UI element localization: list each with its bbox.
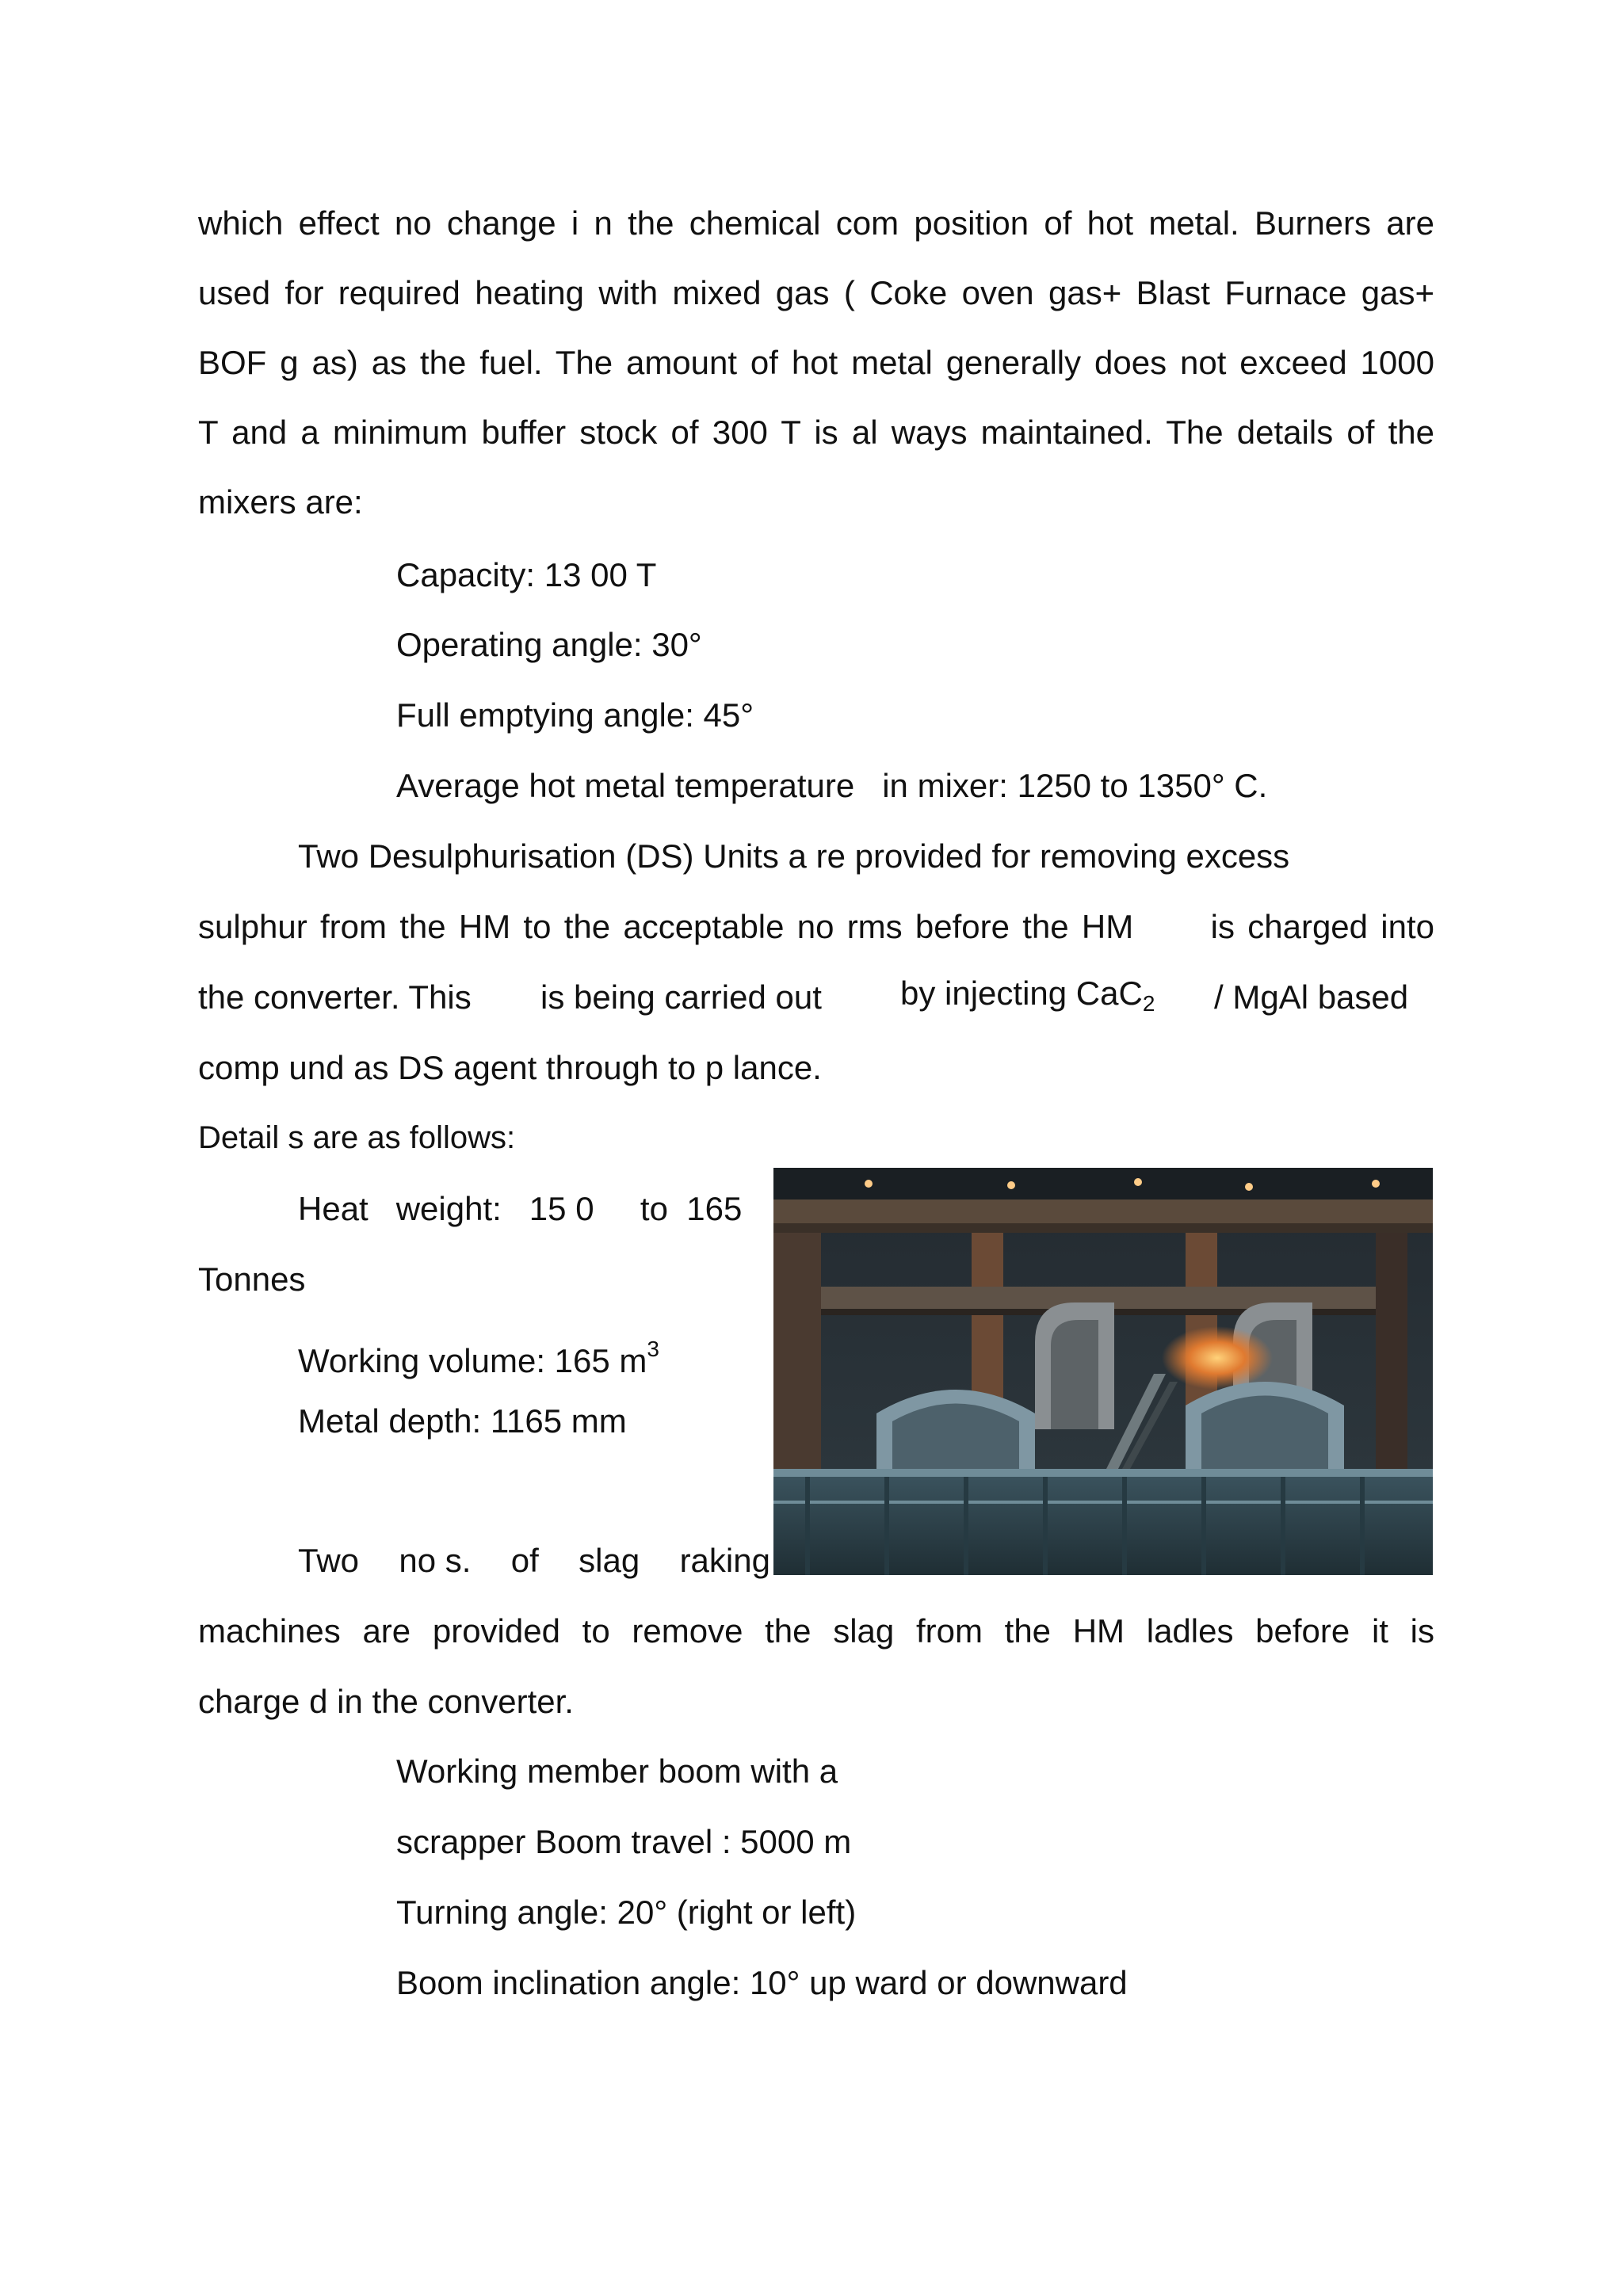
- ds-detail-working-volume: [298, 1337, 659, 1386]
- word: raking: [679, 1542, 770, 1579]
- raking-detail: Boom inclination angle: 10° up ward or downward: [396, 1964, 1128, 2001]
- word: Two: [298, 1542, 360, 1579]
- plant-photo: [773, 1168, 1433, 1575]
- raking-detail: scrapper Boom travel : 5000 m: [396, 1823, 852, 1860]
- paragraph-line: Two Desulphurisation (DS) Units a re provided for removing excess: [298, 837, 1290, 875]
- raking-detail: Working member boom with a: [396, 1753, 838, 1790]
- cac-formula: by injecting CaC: [900, 974, 1143, 1012]
- paragraph-line: which effect no change i n the chemical com position of hot metal. Burners are: [198, 204, 1434, 242]
- paragraph-line: T and a minimum buffer stock of 300 T is al ways maintained. The details of the: [198, 414, 1434, 451]
- mixer-detail-operating-angle: Operating angle: 30°: [396, 626, 702, 663]
- paragraph-fragment: [900, 973, 1155, 1018]
- details-heading: Detail s are as follows:: [198, 1120, 516, 1155]
- mixer-detail-temperature: Average hot metal temperature in mixer: 1250 to 1350° C.: [396, 767, 1268, 804]
- paragraph-line: machines are provided to remove the slag from the HM ladles before it is: [198, 1612, 1434, 1650]
- paragraph-line: comp und as DS agent through to p lance.: [198, 1049, 822, 1086]
- word: of: [510, 1542, 539, 1579]
- superscript: 3: [647, 1337, 659, 1361]
- paragraph-line: sulphur from the HM to the acceptable no rms before the HM is charged into: [198, 908, 1434, 945]
- ds-detail-heat-weight: Heat weight: 15 0 to 165: [298, 1190, 743, 1227]
- paragraph-fragment: / MgAl based: [1214, 978, 1409, 1016]
- paragraph-fragment: the converter. This: [198, 978, 472, 1016]
- paragraph-line: [298, 1540, 770, 1581]
- subscript: 2: [1142, 991, 1155, 1016]
- ds-detail-metal-depth: Metal depth: 1165 mm: [298, 1402, 627, 1440]
- working-volume-text: Working volume: 165 m: [298, 1342, 647, 1379]
- paragraph-line: mixers are:: [198, 483, 363, 521]
- word: slag: [579, 1542, 640, 1579]
- paragraph-line: charge d in the converter.: [198, 1683, 574, 1720]
- mixer-detail-emptying-angle: Full emptying angle: 45°: [396, 696, 754, 734]
- plant-photo-illustration: [773, 1168, 1433, 1575]
- paragraph-fragment: is being carried out: [540, 978, 822, 1016]
- paragraph-line: used for required heating with mixed gas ( Coke oven gas+ Blast Furnace gas+: [198, 274, 1434, 311]
- paragraph-line: BOF g as) as the fuel. The amount of hot metal generally does not exceed 1000: [198, 344, 1434, 381]
- word: no s.: [399, 1542, 472, 1579]
- mixer-detail-capacity: Capacity: 13 00 T: [396, 556, 657, 593]
- ds-detail-tonnes: Tonnes: [198, 1261, 306, 1298]
- raking-detail: Turning angle: 20° (right or left): [396, 1894, 857, 1931]
